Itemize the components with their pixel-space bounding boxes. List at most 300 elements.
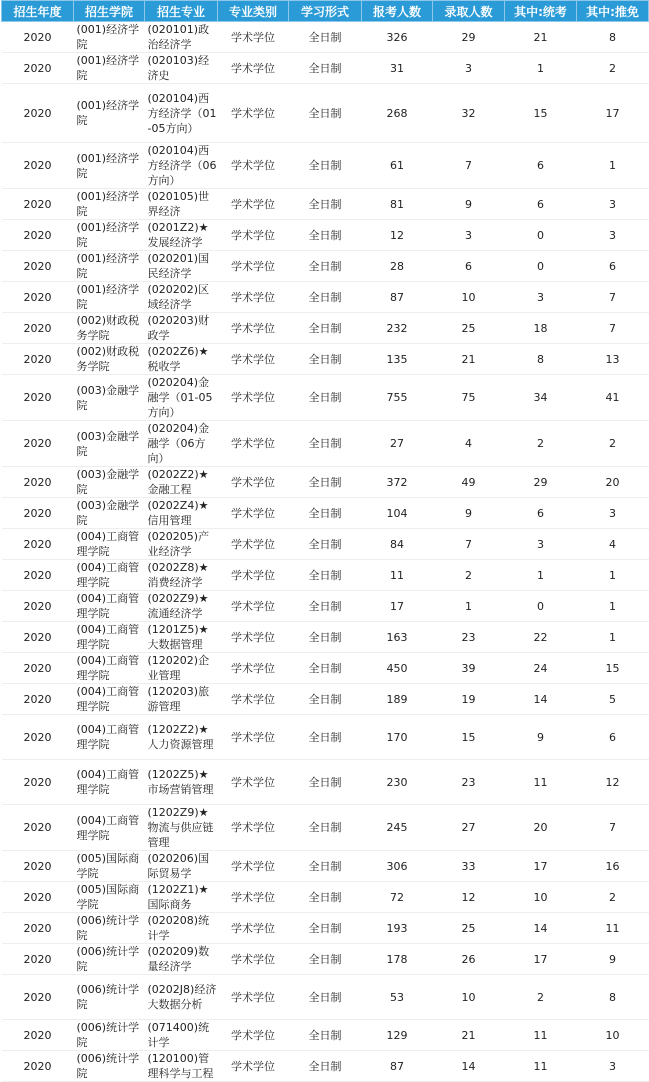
- table-row: [2, 684, 649, 715]
- exam-cell: 11: [505, 1020, 577, 1051]
- mode-cell: 全日制: [289, 913, 362, 944]
- college-cell: (004)工商管理学院: [74, 805, 145, 851]
- mode-cell: 全日制: [289, 313, 362, 344]
- mode-cell: 全日制: [289, 529, 362, 560]
- major-cell: (0202Z2)★金融工程: [145, 467, 218, 498]
- applicants-cell: 372: [362, 467, 433, 498]
- applicants-cell: 27: [362, 421, 433, 467]
- table-row: [2, 653, 649, 684]
- college-cell: (006)统计学院: [74, 944, 145, 975]
- exempt-cell: 7: [577, 805, 649, 851]
- exempt-cell: 3: [577, 220, 649, 251]
- year-cell: 2020: [2, 282, 74, 313]
- college-cell: (005)国际商学院: [74, 882, 145, 913]
- major-cell: (020208)统计学: [145, 913, 218, 944]
- college-cell: (004)工商管理学院: [74, 591, 145, 622]
- admitted-cell: 15: [433, 715, 505, 760]
- category-cell: 学术学位: [218, 344, 289, 375]
- exam-cell: 34: [505, 375, 577, 421]
- exempt-cell: 1: [577, 591, 649, 622]
- applicants-cell: 189: [362, 684, 433, 715]
- exam-cell: 15: [505, 84, 577, 143]
- admitted-cell: 12: [433, 882, 505, 913]
- admitted-cell: 19: [433, 684, 505, 715]
- admitted-cell: 33: [433, 851, 505, 882]
- admitted-cell: 23: [433, 622, 505, 653]
- year-cell: 2020: [2, 944, 74, 975]
- mode-cell: 全日制: [289, 22, 362, 53]
- category-cell: 学术学位: [218, 1020, 289, 1051]
- exam-cell: 6: [505, 498, 577, 529]
- admitted-cell: 9: [433, 189, 505, 220]
- exempt-cell: 1: [577, 622, 649, 653]
- applicants-cell: 232: [362, 313, 433, 344]
- category-cell: 学术学位: [218, 975, 289, 1020]
- major-cell: (020204)金融学（01-05方向）: [145, 375, 218, 421]
- major-cell: (0202Z4)★信用管理: [145, 498, 218, 529]
- category-cell: 学术学位: [218, 944, 289, 975]
- applicants-cell: 129: [362, 1020, 433, 1051]
- exam-cell: 1: [505, 560, 577, 591]
- year-cell: 2020: [2, 375, 74, 421]
- major-cell: (0202Z8)★消费经济学: [145, 560, 218, 591]
- major-cell: (020101)政治经济学: [145, 22, 218, 53]
- admitted-cell: 4: [433, 421, 505, 467]
- exempt-cell: 20: [577, 467, 649, 498]
- admitted-cell: 25: [433, 313, 505, 344]
- exempt-cell: 3: [577, 189, 649, 220]
- category-cell: 学术学位: [218, 760, 289, 805]
- exam-cell: 2: [505, 421, 577, 467]
- table-row: [2, 760, 649, 805]
- year-cell: 2020: [2, 251, 74, 282]
- table-row: [2, 282, 649, 313]
- exempt-cell: 12: [577, 760, 649, 805]
- mode-cell: 全日制: [289, 375, 362, 421]
- year-cell: 2020: [2, 653, 74, 684]
- category-cell: 学术学位: [218, 622, 289, 653]
- exempt-cell: 1: [577, 560, 649, 591]
- applicants-cell: 31: [362, 53, 433, 84]
- table-row: [2, 715, 649, 760]
- exempt-cell: 17: [577, 84, 649, 143]
- college-cell: (001)经济学院: [74, 220, 145, 251]
- exam-cell: 6: [505, 189, 577, 220]
- exempt-cell: 5: [577, 684, 649, 715]
- mode-cell: 全日制: [289, 715, 362, 760]
- mode-cell: 全日制: [289, 684, 362, 715]
- college-cell: (005)国际商学院: [74, 851, 145, 882]
- table-row: [2, 313, 649, 344]
- applicants-cell: 72: [362, 882, 433, 913]
- exam-cell: 2: [505, 975, 577, 1020]
- table-row: [2, 53, 649, 84]
- college-cell: (004)工商管理学院: [74, 622, 145, 653]
- exam-cell: 29: [505, 467, 577, 498]
- mode-cell: 全日制: [289, 498, 362, 529]
- mode-cell: 全日制: [289, 805, 362, 851]
- exempt-cell: 10: [577, 1020, 649, 1051]
- college-cell: (006)统计学院: [74, 1051, 145, 1082]
- table-row: [2, 467, 649, 498]
- applicants-cell: 163: [362, 622, 433, 653]
- table-row: [2, 375, 649, 421]
- major-cell: (120100)管理科学与工程: [145, 1051, 218, 1082]
- applicants-cell: 104: [362, 498, 433, 529]
- mode-cell: 全日制: [289, 560, 362, 591]
- college-cell: (004)工商管理学院: [74, 684, 145, 715]
- category-cell: 学术学位: [218, 653, 289, 684]
- table-row: [2, 143, 649, 189]
- category-cell: 学术学位: [218, 715, 289, 760]
- header-row: [2, 1, 649, 22]
- admitted-cell: 7: [433, 143, 505, 189]
- category-cell: 学术学位: [218, 684, 289, 715]
- college-cell: (001)经济学院: [74, 251, 145, 282]
- table-row: [2, 529, 649, 560]
- mode-cell: 全日制: [289, 653, 362, 684]
- category-cell: 学术学位: [218, 282, 289, 313]
- major-cell: (020201)国民经济学: [145, 251, 218, 282]
- mode-cell: 全日制: [289, 882, 362, 913]
- exam-cell: 0: [505, 220, 577, 251]
- applicants-cell: 87: [362, 282, 433, 313]
- category-cell: 学术学位: [218, 467, 289, 498]
- table-row: [2, 344, 649, 375]
- applicants-cell: 306: [362, 851, 433, 882]
- mode-cell: 全日制: [289, 622, 362, 653]
- mode-cell: 全日制: [289, 591, 362, 622]
- exempt-cell: 11: [577, 913, 649, 944]
- college-cell: (006)统计学院: [74, 1020, 145, 1051]
- year-cell: 2020: [2, 1051, 74, 1082]
- major-cell: (0201Z2)★发展经济学: [145, 220, 218, 251]
- major-cell: (020205)产业经济学: [145, 529, 218, 560]
- table-header: [2, 1, 649, 22]
- exempt-cell: 6: [577, 251, 649, 282]
- table-row: [2, 1020, 649, 1051]
- year-cell: 2020: [2, 591, 74, 622]
- admitted-cell: 3: [433, 53, 505, 84]
- applicants-cell: 28: [362, 251, 433, 282]
- mode-cell: 全日制: [289, 189, 362, 220]
- exempt-cell: 2: [577, 421, 649, 467]
- college-cell: (004)工商管理学院: [74, 715, 145, 760]
- mode-cell: 全日制: [289, 975, 362, 1020]
- exempt-cell: 7: [577, 313, 649, 344]
- applicants-cell: 87: [362, 1051, 433, 1082]
- category-cell: 学术学位: [218, 498, 289, 529]
- year-cell: 2020: [2, 622, 74, 653]
- admissions-table: [1, 0, 649, 1082]
- year-cell: 2020: [2, 913, 74, 944]
- exam-cell: 1: [505, 53, 577, 84]
- applicants-cell: 193: [362, 913, 433, 944]
- major-cell: (0202J8)经济大数据分析: [145, 975, 218, 1020]
- admitted-cell: 29: [433, 22, 505, 53]
- category-cell: 学术学位: [218, 375, 289, 421]
- major-cell: (020203)财政学: [145, 313, 218, 344]
- table-row: [2, 622, 649, 653]
- table-row: [2, 498, 649, 529]
- mode-cell: 全日制: [289, 143, 362, 189]
- table-row: [2, 913, 649, 944]
- applicants-cell: 326: [362, 22, 433, 53]
- college-cell: (001)经济学院: [74, 84, 145, 143]
- year-cell: 2020: [2, 684, 74, 715]
- category-cell: 学术学位: [218, 851, 289, 882]
- admitted-cell: 25: [433, 913, 505, 944]
- mode-cell: 全日制: [289, 1051, 362, 1082]
- year-cell: 2020: [2, 143, 74, 189]
- college-cell: (003)金融学院: [74, 467, 145, 498]
- mode-cell: 全日制: [289, 944, 362, 975]
- year-cell: 2020: [2, 851, 74, 882]
- applicants-cell: 11: [362, 560, 433, 591]
- exam-cell: 18: [505, 313, 577, 344]
- exempt-cell: 2: [577, 882, 649, 913]
- category-cell: 学术学位: [218, 84, 289, 143]
- admitted-cell: 23: [433, 760, 505, 805]
- mode-cell: 全日制: [289, 1020, 362, 1051]
- category-cell: 学术学位: [218, 189, 289, 220]
- mode-cell: 全日制: [289, 344, 362, 375]
- major-cell: (020104)西方经济学（01-05方向）: [145, 84, 218, 143]
- exempt-cell: 4: [577, 529, 649, 560]
- category-cell: 学术学位: [218, 421, 289, 467]
- table-row: [2, 189, 649, 220]
- header-category: 专业类别: [218, 1, 289, 22]
- exam-cell: 14: [505, 913, 577, 944]
- major-cell: (020105)世界经济: [145, 189, 218, 220]
- year-cell: 2020: [2, 344, 74, 375]
- header-mode: 学习形式: [289, 1, 362, 22]
- table-row: [2, 251, 649, 282]
- table-body: [2, 22, 649, 1082]
- exam-cell: 24: [505, 653, 577, 684]
- category-cell: 学术学位: [218, 529, 289, 560]
- table-row: [2, 220, 649, 251]
- exempt-cell: 8: [577, 975, 649, 1020]
- exempt-cell: 3: [577, 1051, 649, 1082]
- year-cell: 2020: [2, 22, 74, 53]
- exam-cell: 11: [505, 760, 577, 805]
- exam-cell: 0: [505, 591, 577, 622]
- table-row: [2, 805, 649, 851]
- admitted-cell: 3: [433, 220, 505, 251]
- college-cell: (001)经济学院: [74, 282, 145, 313]
- year-cell: 2020: [2, 560, 74, 591]
- exam-cell: 11: [505, 1051, 577, 1082]
- year-cell: 2020: [2, 313, 74, 344]
- major-cell: (071400)统计学: [145, 1020, 218, 1051]
- admitted-cell: 14: [433, 1051, 505, 1082]
- applicants-cell: 170: [362, 715, 433, 760]
- major-cell: (020209)数量经济学: [145, 944, 218, 975]
- college-cell: (003)金融学院: [74, 375, 145, 421]
- year-cell: 2020: [2, 760, 74, 805]
- applicants-cell: 61: [362, 143, 433, 189]
- admitted-cell: 7: [433, 529, 505, 560]
- applicants-cell: 268: [362, 84, 433, 143]
- table-row: [2, 84, 649, 143]
- applicants-cell: 12: [362, 220, 433, 251]
- table-row: [2, 1051, 649, 1082]
- major-cell: (020204)金融学（06方向）: [145, 421, 218, 467]
- admitted-cell: 10: [433, 282, 505, 313]
- major-cell: (0202Z6)★税收学: [145, 344, 218, 375]
- admitted-cell: 49: [433, 467, 505, 498]
- exempt-cell: 3: [577, 498, 649, 529]
- exam-cell: 21: [505, 22, 577, 53]
- college-cell: (006)统计学院: [74, 913, 145, 944]
- admitted-cell: 75: [433, 375, 505, 421]
- mode-cell: 全日制: [289, 282, 362, 313]
- mode-cell: 全日制: [289, 84, 362, 143]
- table-row: [2, 560, 649, 591]
- applicants-cell: 135: [362, 344, 433, 375]
- applicants-cell: 755: [362, 375, 433, 421]
- admitted-cell: 26: [433, 944, 505, 975]
- table-row: [2, 22, 649, 53]
- exam-cell: 17: [505, 944, 577, 975]
- college-cell: (003)金融学院: [74, 498, 145, 529]
- college-cell: (001)经济学院: [74, 53, 145, 84]
- exempt-cell: 8: [577, 22, 649, 53]
- mode-cell: 全日制: [289, 851, 362, 882]
- exam-cell: 20: [505, 805, 577, 851]
- exempt-cell: 15: [577, 653, 649, 684]
- table-row: [2, 591, 649, 622]
- college-cell: (006)统计学院: [74, 975, 145, 1020]
- admitted-cell: 9: [433, 498, 505, 529]
- exam-cell: 3: [505, 529, 577, 560]
- year-cell: 2020: [2, 220, 74, 251]
- applicants-cell: 230: [362, 760, 433, 805]
- table-row: [2, 851, 649, 882]
- college-cell: (004)工商管理学院: [74, 529, 145, 560]
- table-row: [2, 882, 649, 913]
- major-cell: (1201Z5)★大数据管理: [145, 622, 218, 653]
- major-cell: (1202Z2)★人力资源管理: [145, 715, 218, 760]
- applicants-cell: 245: [362, 805, 433, 851]
- table-row: [2, 944, 649, 975]
- exempt-cell: 2: [577, 53, 649, 84]
- category-cell: 学术学位: [218, 53, 289, 84]
- year-cell: 2020: [2, 498, 74, 529]
- admitted-cell: 21: [433, 344, 505, 375]
- exam-cell: 0: [505, 251, 577, 282]
- major-cell: (1202Z1)★国际商务: [145, 882, 218, 913]
- year-cell: 2020: [2, 189, 74, 220]
- major-cell: (020202)区域经济学: [145, 282, 218, 313]
- year-cell: 2020: [2, 975, 74, 1020]
- year-cell: 2020: [2, 805, 74, 851]
- exempt-cell: 16: [577, 851, 649, 882]
- category-cell: 学术学位: [218, 22, 289, 53]
- year-cell: 2020: [2, 53, 74, 84]
- header-major: 招生专业: [145, 1, 218, 22]
- major-cell: (120202)企业管理: [145, 653, 218, 684]
- college-cell: (004)工商管理学院: [74, 760, 145, 805]
- category-cell: 学术学位: [218, 913, 289, 944]
- exempt-cell: 6: [577, 715, 649, 760]
- header-applicants: 报考人数: [362, 1, 433, 22]
- applicants-cell: 81: [362, 189, 433, 220]
- applicants-cell: 84: [362, 529, 433, 560]
- year-cell: 2020: [2, 1020, 74, 1051]
- category-cell: 学术学位: [218, 220, 289, 251]
- college-cell: (002)财政税务学院: [74, 344, 145, 375]
- admitted-cell: 6: [433, 251, 505, 282]
- category-cell: 学术学位: [218, 805, 289, 851]
- admitted-cell: 39: [433, 653, 505, 684]
- major-cell: (120203)旅游管理: [145, 684, 218, 715]
- major-cell: (020104)西方经济学（06方向）: [145, 143, 218, 189]
- year-cell: 2020: [2, 882, 74, 913]
- admitted-cell: 10: [433, 975, 505, 1020]
- exam-cell: 17: [505, 851, 577, 882]
- mode-cell: 全日制: [289, 760, 362, 805]
- applicants-cell: 53: [362, 975, 433, 1020]
- year-cell: 2020: [2, 467, 74, 498]
- mode-cell: 全日制: [289, 251, 362, 282]
- exempt-cell: 1: [577, 143, 649, 189]
- college-cell: (001)经济学院: [74, 22, 145, 53]
- exam-cell: 6: [505, 143, 577, 189]
- category-cell: 学术学位: [218, 313, 289, 344]
- exempt-cell: 41: [577, 375, 649, 421]
- admitted-cell: 1: [433, 591, 505, 622]
- mode-cell: 全日制: [289, 467, 362, 498]
- category-cell: 学术学位: [218, 251, 289, 282]
- major-cell: (020103)经济史: [145, 53, 218, 84]
- exempt-cell: 13: [577, 344, 649, 375]
- exam-cell: 22: [505, 622, 577, 653]
- category-cell: 学术学位: [218, 560, 289, 591]
- exam-cell: 14: [505, 684, 577, 715]
- table-row: [2, 421, 649, 467]
- mode-cell: 全日制: [289, 421, 362, 467]
- year-cell: 2020: [2, 715, 74, 760]
- exam-cell: 10: [505, 882, 577, 913]
- category-cell: 学术学位: [218, 143, 289, 189]
- applicants-cell: 450: [362, 653, 433, 684]
- major-cell: (020206)国际贸易学: [145, 851, 218, 882]
- college-cell: (001)经济学院: [74, 189, 145, 220]
- exam-cell: 8: [505, 344, 577, 375]
- major-cell: (1202Z9)★物流与供应链管理: [145, 805, 218, 851]
- applicants-cell: 178: [362, 944, 433, 975]
- mode-cell: 全日制: [289, 220, 362, 251]
- admitted-cell: 27: [433, 805, 505, 851]
- year-cell: 2020: [2, 84, 74, 143]
- admitted-cell: 21: [433, 1020, 505, 1051]
- year-cell: 2020: [2, 421, 74, 467]
- table-row: [2, 975, 649, 1020]
- year-cell: 2020: [2, 529, 74, 560]
- college-cell: (003)金融学院: [74, 421, 145, 467]
- admitted-cell: 2: [433, 560, 505, 591]
- major-cell: (0202Z9)★流通经济学: [145, 591, 218, 622]
- college-cell: (001)经济学院: [74, 143, 145, 189]
- admitted-cell: 32: [433, 84, 505, 143]
- college-cell: (002)财政税务学院: [74, 313, 145, 344]
- college-cell: (004)工商管理学院: [74, 560, 145, 591]
- category-cell: 学术学位: [218, 1051, 289, 1082]
- applicants-cell: 17: [362, 591, 433, 622]
- header-exam: 其中:统考: [505, 1, 577, 22]
